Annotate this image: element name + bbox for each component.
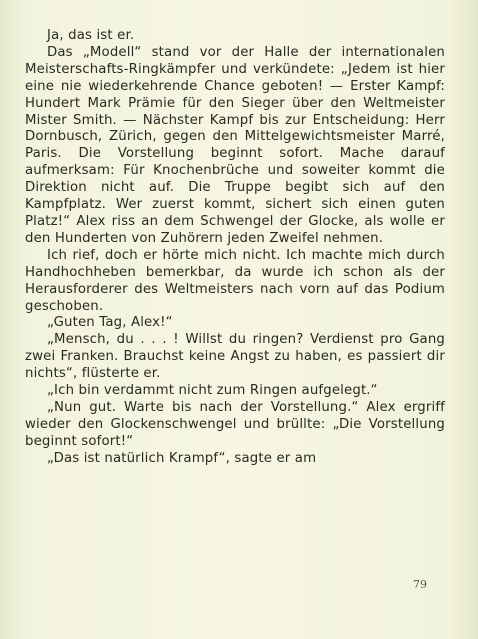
paragraph: „Guten Tag, Alex!“ [47, 315, 173, 331]
paragraph: Ja, das ist er. [47, 28, 135, 43]
page-number: 79 [413, 578, 427, 591]
paragraph: „Nun gut. Warte bis nach der Vorstellung.“ Alex ergriff wieder den Glockenschwengel und brüllte: „Die Vorstellung beginnt sofort!“ [25, 399, 445, 449]
paragraph: „Mensch, du . . . ! Willst du ringen? Verdienst pro Gang zwei Franken. Brauchst keine Angst zu haben, es passiert dir nichts“, flüsterte er. [25, 332, 445, 382]
paragraph: Ich rief, doch er hörte mich nicht. Ich machte mich durch Handhochheben bemerkbar, da wurde ich schon als der Herausforderer des Weltmeisters nach vorn auf das Podium geschoben. [25, 247, 445, 314]
paragraph: Das „Modell“ stand vor der Halle der internationalen Meisterschafts-Ringkämpfer und verkündete: „Jedem ist hier eine nie wiederkehrende Chance geboten! — Erster Kampf: Hundert Mark Prämie für den Sieger über den Weltmeister Mister Smith. — Nächster Kampf bis zur Entscheidung: Herr Dornbusch, Zürich, gegen den Mittelgewichtsmeister Marré, Paris. Die Vorstellung beginnt sofort. Mache darauf aufmerksam: Für Knochenbrüche und soweiter kommt die Direktion nicht auf. Die Truppe begibt sich auf den Kampfplatz. Wer zuerst kommt, sichert sich einen guten Platz!“ Alex riss an dem Schwengel der Glocke, als wolle er den Hunderten von Zuhörern jeden Zweifel nehmen. [25, 44, 445, 246]
body-text [25, 28, 445, 468]
paragraph: „Ich bin verdammt nicht zum Ringen aufgelegt.“ [47, 383, 378, 399]
paragraph: „Das ist natürlich Krampf“, sagte er am [47, 450, 317, 466]
